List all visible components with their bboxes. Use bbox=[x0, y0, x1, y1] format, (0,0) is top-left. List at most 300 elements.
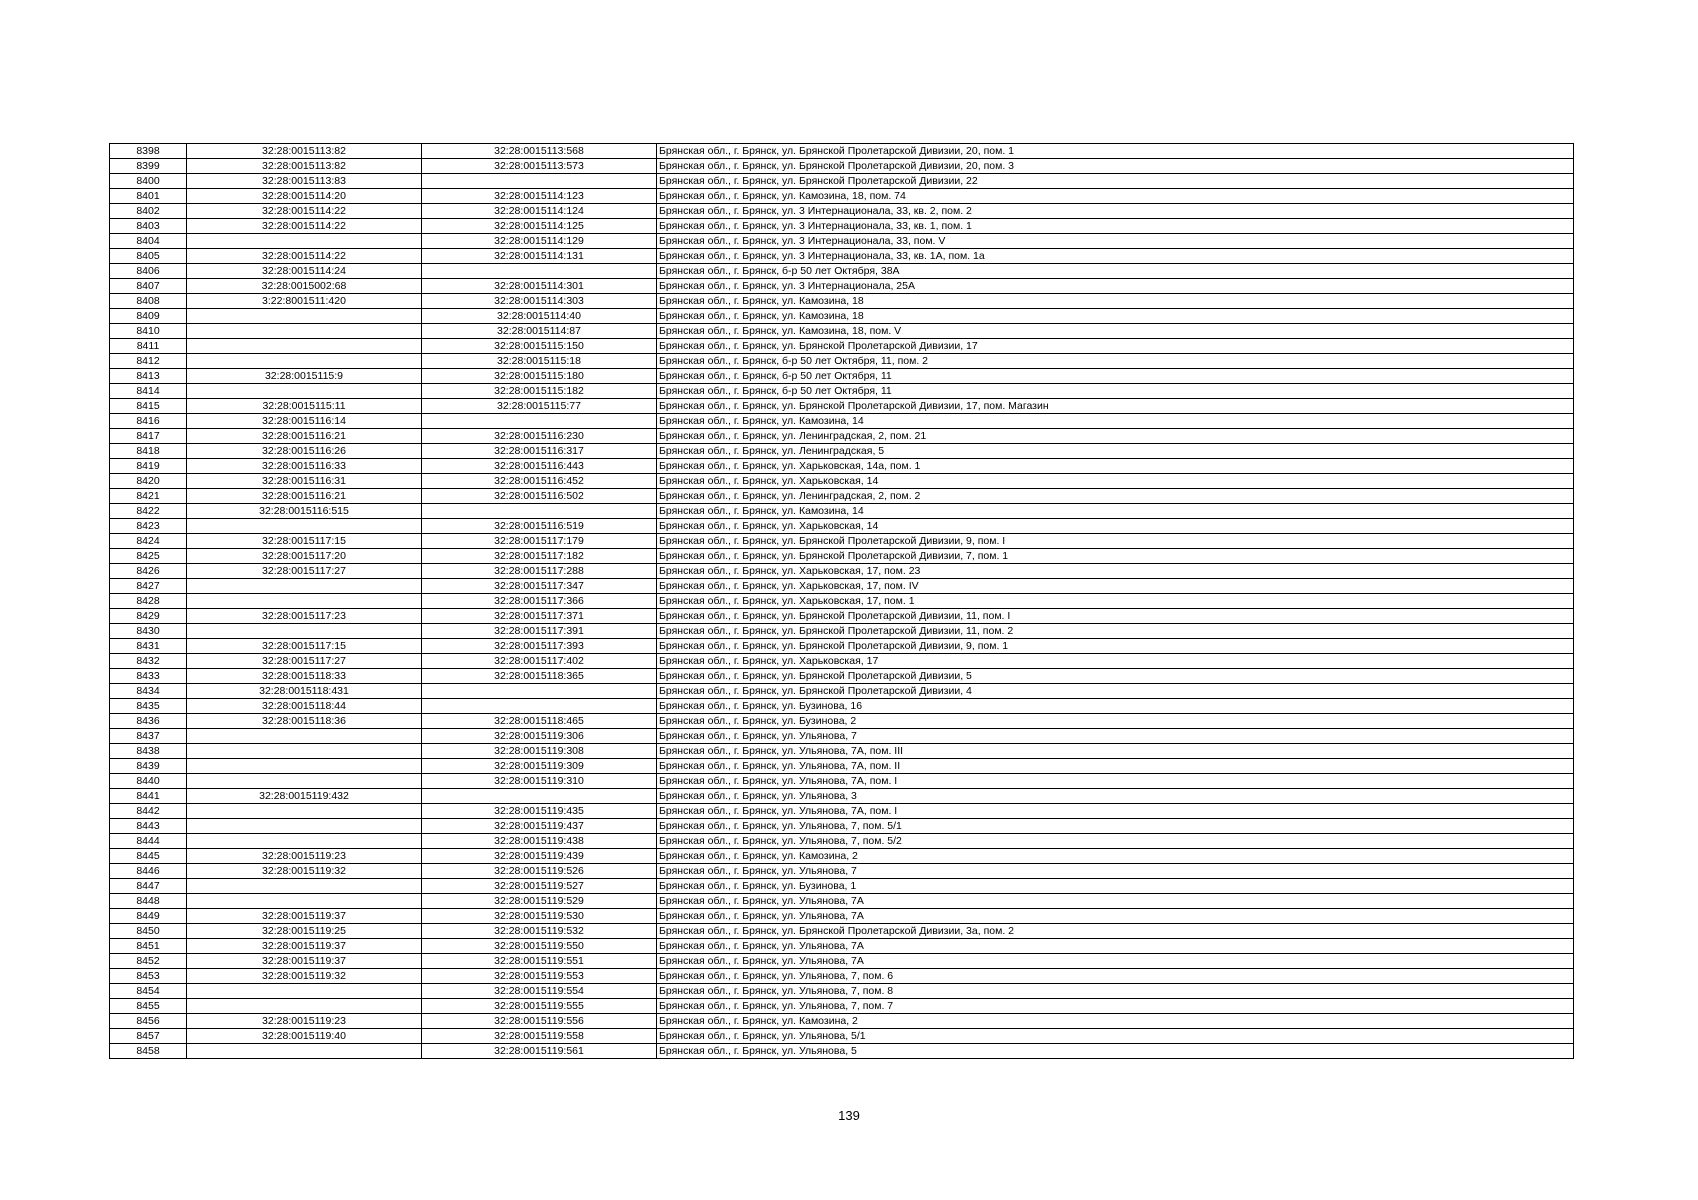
parcel-cadastral-number: 32:28:0015002:68 bbox=[187, 279, 422, 294]
row-number: 8408 bbox=[110, 294, 187, 309]
parcel-cadastral-number bbox=[187, 309, 422, 324]
parcel-cadastral-number bbox=[187, 354, 422, 369]
table-row bbox=[110, 189, 1574, 204]
object-cadastral-number: 32:28:0015116:230 bbox=[422, 429, 657, 444]
table-row bbox=[110, 249, 1574, 264]
object-cadastral-number: 32:28:0015119:435 bbox=[422, 804, 657, 819]
parcel-cadastral-number: 32:28:0015116:21 bbox=[187, 429, 422, 444]
table-row bbox=[110, 519, 1574, 534]
table-row bbox=[110, 354, 1574, 369]
row-number: 8401 bbox=[110, 189, 187, 204]
table-row bbox=[110, 474, 1574, 489]
row-number: 8458 bbox=[110, 1044, 187, 1059]
row-number: 8409 bbox=[110, 309, 187, 324]
row-number: 8432 bbox=[110, 654, 187, 669]
table-row bbox=[110, 414, 1574, 429]
table-row bbox=[110, 384, 1574, 399]
row-number: 8441 bbox=[110, 789, 187, 804]
table-row bbox=[110, 999, 1574, 1014]
address: Брянская обл., г. Брянск, ул. Харьковская, 17, пом. 1 bbox=[657, 594, 1574, 609]
parcel-cadastral-number bbox=[187, 234, 422, 249]
row-number: 8444 bbox=[110, 834, 187, 849]
object-cadastral-number: 32:28:0015117:393 bbox=[422, 639, 657, 654]
table-row bbox=[110, 579, 1574, 594]
object-cadastral-number: 32:28:0015117:402 bbox=[422, 654, 657, 669]
table-row bbox=[110, 744, 1574, 759]
object-cadastral-number: 32:28:0015119:554 bbox=[422, 984, 657, 999]
parcel-cadastral-number: 32:28:0015119:37 bbox=[187, 939, 422, 954]
object-cadastral-number: 32:28:0015117:179 bbox=[422, 534, 657, 549]
row-number: 8406 bbox=[110, 264, 187, 279]
row-number: 8455 bbox=[110, 999, 187, 1014]
parcel-cadastral-number: 32:28:0015117:23 bbox=[187, 609, 422, 624]
address: Брянская обл., г. Брянск, ул. Ульянова, 7А bbox=[657, 909, 1574, 924]
row-number: 8423 bbox=[110, 519, 187, 534]
row-number: 8439 bbox=[110, 759, 187, 774]
object-cadastral-number: 32:28:0015117:371 bbox=[422, 609, 657, 624]
row-number: 8438 bbox=[110, 744, 187, 759]
row-number: 8411 bbox=[110, 339, 187, 354]
address: Брянская обл., г. Брянск, ул. Камозина, 2 bbox=[657, 1014, 1574, 1029]
table-row bbox=[110, 369, 1574, 384]
address: Брянская обл., г. Брянск, ул. 3 Интернационала, 25А bbox=[657, 279, 1574, 294]
object-cadastral-number: 32:28:0015113:573 bbox=[422, 159, 657, 174]
row-number: 8429 bbox=[110, 609, 187, 624]
row-number: 8399 bbox=[110, 159, 187, 174]
row-number: 8403 bbox=[110, 219, 187, 234]
address: Брянская обл., г. Брянск, б-р 50 лет Октября, 11, пом. 2 bbox=[657, 354, 1574, 369]
object-cadastral-number: 32:28:0015114:301 bbox=[422, 279, 657, 294]
table-row bbox=[110, 504, 1574, 519]
address: Брянская обл., г. Брянск, ул. Брянской Пролетарской Дивизии, 3а, пом. 2 bbox=[657, 924, 1574, 939]
parcel-cadastral-number: 32:28:0015117:20 bbox=[187, 549, 422, 564]
address: Брянская обл., г. Брянск, ул. Ульянова, 7А, пом. I bbox=[657, 774, 1574, 789]
table-row bbox=[110, 459, 1574, 474]
table-row bbox=[110, 954, 1574, 969]
parcel-cadastral-number bbox=[187, 834, 422, 849]
row-number: 8457 bbox=[110, 1029, 187, 1044]
table-row bbox=[110, 489, 1574, 504]
address: Брянская обл., г. Брянск, ул. Брянской Пролетарской Дивизии, 11, пом. I bbox=[657, 609, 1574, 624]
registry-table bbox=[109, 143, 1574, 1059]
parcel-cadastral-number bbox=[187, 744, 422, 759]
address: Брянская обл., г. Брянск, ул. Ульянова, 3 bbox=[657, 789, 1574, 804]
parcel-cadastral-number bbox=[187, 759, 422, 774]
parcel-cadastral-number: 32:28:0015117:15 bbox=[187, 639, 422, 654]
parcel-cadastral-number bbox=[187, 1044, 422, 1059]
table-row bbox=[110, 759, 1574, 774]
object-cadastral-number: 32:28:0015119:532 bbox=[422, 924, 657, 939]
object-cadastral-number: 32:28:0015119:308 bbox=[422, 744, 657, 759]
table-row bbox=[110, 864, 1574, 879]
page-number: 139 bbox=[838, 1108, 860, 1123]
row-number: 8435 bbox=[110, 699, 187, 714]
object-cadastral-number: 32:28:0015114:303 bbox=[422, 294, 657, 309]
row-number: 8405 bbox=[110, 249, 187, 264]
table-row bbox=[110, 174, 1574, 189]
object-cadastral-number: 32:28:0015119:561 bbox=[422, 1044, 657, 1059]
object-cadastral-number: 32:28:0015114:125 bbox=[422, 219, 657, 234]
address: Брянская обл., г. Брянск, б-р 50 лет Октября, 11 bbox=[657, 384, 1574, 399]
object-cadastral-number: 32:28:0015116:502 bbox=[422, 489, 657, 504]
address: Брянская обл., г. Брянск, ул. Бузинова, 16 bbox=[657, 699, 1574, 714]
address: Брянская обл., г. Брянск, ул. Брянской Пролетарской Дивизии, 7, пом. 1 bbox=[657, 549, 1574, 564]
parcel-cadastral-number: 32:28:0015113:82 bbox=[187, 144, 422, 159]
table-row bbox=[110, 834, 1574, 849]
object-cadastral-number: 32:28:0015113:568 bbox=[422, 144, 657, 159]
address: Брянская обл., г. Брянск, ул. Брянской Пролетарской Дивизии, 9, пом. 1 bbox=[657, 639, 1574, 654]
table-row bbox=[110, 879, 1574, 894]
object-cadastral-number: 32:28:0015119:529 bbox=[422, 894, 657, 909]
parcel-cadastral-number bbox=[187, 324, 422, 339]
table-row bbox=[110, 324, 1574, 339]
address: Брянская обл., г. Брянск, ул. Брянской Пролетарской Дивизии, 9, пом. I bbox=[657, 534, 1574, 549]
row-number: 8414 bbox=[110, 384, 187, 399]
address: Брянская обл., г. Брянск, ул. Харьковская, 17 bbox=[657, 654, 1574, 669]
object-cadastral-number: 32:28:0015119:526 bbox=[422, 864, 657, 879]
parcel-cadastral-number: 32:28:0015115:9 bbox=[187, 369, 422, 384]
object-cadastral-number: 32:28:0015114:129 bbox=[422, 234, 657, 249]
table-row bbox=[110, 789, 1574, 804]
row-number: 8400 bbox=[110, 174, 187, 189]
table-row bbox=[110, 924, 1574, 939]
parcel-cadastral-number bbox=[187, 519, 422, 534]
object-cadastral-number: 32:28:0015119:558 bbox=[422, 1029, 657, 1044]
address: Брянская обл., г. Брянск, ул. Камозина, 14 bbox=[657, 504, 1574, 519]
address: Брянская обл., г. Брянск, ул. Ульянова, 5 bbox=[657, 1044, 1574, 1059]
table-row bbox=[110, 204, 1574, 219]
parcel-cadastral-number: 32:28:0015114:22 bbox=[187, 219, 422, 234]
object-cadastral-number: 32:28:0015119:439 bbox=[422, 849, 657, 864]
table-row bbox=[110, 609, 1574, 624]
address: Брянская обл., г. Брянск, ул. Ульянова, 7, пом. 8 bbox=[657, 984, 1574, 999]
parcel-cadastral-number bbox=[187, 819, 422, 834]
address: Брянская обл., г. Брянск, ул. 3 Интернационала, 33, кв. 1, пом. 1 bbox=[657, 219, 1574, 234]
address: Брянская обл., г. Брянск, ул. Харьковская, 14а, пом. 1 bbox=[657, 459, 1574, 474]
address: Брянская обл., г. Брянск, ул. Камозина, 18, пом. 74 bbox=[657, 189, 1574, 204]
row-number: 8410 bbox=[110, 324, 187, 339]
parcel-cadastral-number: 32:28:0015119:32 bbox=[187, 864, 422, 879]
address: Брянская обл., г. Брянск, ул. Брянской Пролетарской Дивизии, 5 bbox=[657, 669, 1574, 684]
address: Брянская обл., г. Брянск, ул. Бузинова, 1 bbox=[657, 879, 1574, 894]
object-cadastral-number: 32:28:0015118:365 bbox=[422, 669, 657, 684]
table-row bbox=[110, 714, 1574, 729]
table-row bbox=[110, 1044, 1574, 1059]
parcel-cadastral-number: 32:28:0015116:31 bbox=[187, 474, 422, 489]
parcel-cadastral-number: 32:28:0015115:11 bbox=[187, 399, 422, 414]
parcel-cadastral-number bbox=[187, 384, 422, 399]
object-cadastral-number: 32:28:0015119:306 bbox=[422, 729, 657, 744]
table-row bbox=[110, 624, 1574, 639]
table-row bbox=[110, 849, 1574, 864]
row-number: 8448 bbox=[110, 894, 187, 909]
address: Брянская обл., г. Брянск, ул. Ленинградская, 5 bbox=[657, 444, 1574, 459]
row-number: 8453 bbox=[110, 969, 187, 984]
parcel-cadastral-number: 32:28:0015119:23 bbox=[187, 1014, 422, 1029]
address: Брянская обл., г. Брянск, ул. Харьковская, 14 bbox=[657, 474, 1574, 489]
address: Брянская обл., г. Брянск, ул. Ульянова, 7А, пом. I bbox=[657, 804, 1574, 819]
address: Брянская обл., г. Брянск, ул. Ленинградская, 2, пом. 2 bbox=[657, 489, 1574, 504]
address: Брянская обл., г. Брянск, ул. Ульянова, 7А bbox=[657, 954, 1574, 969]
table-row bbox=[110, 729, 1574, 744]
parcel-cadastral-number: 32:28:0015116:515 bbox=[187, 504, 422, 519]
parcel-cadastral-number: 32:28:0015119:40 bbox=[187, 1029, 422, 1044]
table-row bbox=[110, 894, 1574, 909]
object-cadastral-number bbox=[422, 699, 657, 714]
address: Брянская обл., г. Брянск, ул. 3 Интернационала, 33, кв. 1А, пом. 1а bbox=[657, 249, 1574, 264]
address: Брянская обл., г. Брянск, ул. Ульянова, 7А, пом. II bbox=[657, 759, 1574, 774]
table-row bbox=[110, 654, 1574, 669]
parcel-cadastral-number: 32:28:0015119:32 bbox=[187, 969, 422, 984]
address: Брянская обл., г. Брянск, ул. 3 Интернационала, 33, пом. V bbox=[657, 234, 1574, 249]
object-cadastral-number: 32:28:0015119:550 bbox=[422, 939, 657, 954]
address: Брянская обл., г. Брянск, ул. Камозина, 18 bbox=[657, 294, 1574, 309]
address: Брянская обл., г. Брянск, ул. Камозина, 18, пом. V bbox=[657, 324, 1574, 339]
parcel-cadastral-number: 32:28:0015119:432 bbox=[187, 789, 422, 804]
table-row bbox=[110, 534, 1574, 549]
address: Брянская обл., г. Брянск, ул. Брянской Пролетарской Дивизии, 4 bbox=[657, 684, 1574, 699]
object-cadastral-number: 32:28:0015115:182 bbox=[422, 384, 657, 399]
row-number: 8456 bbox=[110, 1014, 187, 1029]
object-cadastral-number: 32:28:0015119:438 bbox=[422, 834, 657, 849]
parcel-cadastral-number: 32:28:0015113:83 bbox=[187, 174, 422, 189]
row-number: 8427 bbox=[110, 579, 187, 594]
table-row bbox=[110, 984, 1574, 999]
address: Брянская обл., г. Брянск, б-р 50 лет Октября, 11 bbox=[657, 369, 1574, 384]
object-cadastral-number: 32:28:0015119:556 bbox=[422, 1014, 657, 1029]
object-cadastral-number: 32:28:0015117:182 bbox=[422, 549, 657, 564]
object-cadastral-number: 32:28:0015119:437 bbox=[422, 819, 657, 834]
row-number: 8413 bbox=[110, 369, 187, 384]
parcel-cadastral-number bbox=[187, 774, 422, 789]
table-row bbox=[110, 669, 1574, 684]
address: Брянская обл., г. Брянск, ул. Ульянова, 7 bbox=[657, 864, 1574, 879]
parcel-cadastral-number bbox=[187, 624, 422, 639]
row-number: 8442 bbox=[110, 804, 187, 819]
object-cadastral-number: 32:28:0015119:551 bbox=[422, 954, 657, 969]
parcel-cadastral-number bbox=[187, 984, 422, 999]
address: Брянская обл., г. Брянск, ул. Бузинова, 2 bbox=[657, 714, 1574, 729]
object-cadastral-number bbox=[422, 504, 657, 519]
row-number: 8412 bbox=[110, 354, 187, 369]
parcel-cadastral-number: 32:28:0015116:33 bbox=[187, 459, 422, 474]
row-number: 8419 bbox=[110, 459, 187, 474]
row-number: 8449 bbox=[110, 909, 187, 924]
object-cadastral-number: 32:28:0015115:18 bbox=[422, 354, 657, 369]
parcel-cadastral-number: 32:28:0015119:37 bbox=[187, 954, 422, 969]
address: Брянская обл., г. Брянск, ул. Брянской Пролетарской Дивизии, 22 bbox=[657, 174, 1574, 189]
address: Брянская обл., г. Брянск, ул. Ульянова, 7 bbox=[657, 729, 1574, 744]
row-number: 8426 bbox=[110, 564, 187, 579]
table-row bbox=[110, 429, 1574, 444]
table-row bbox=[110, 564, 1574, 579]
object-cadastral-number: 32:28:0015115:77 bbox=[422, 399, 657, 414]
row-number: 8437 bbox=[110, 729, 187, 744]
parcel-cadastral-number: 32:28:0015118:33 bbox=[187, 669, 422, 684]
parcel-cadastral-number: 32:28:0015114:22 bbox=[187, 249, 422, 264]
table-row bbox=[110, 144, 1574, 159]
row-number: 8436 bbox=[110, 714, 187, 729]
row-number: 8415 bbox=[110, 399, 187, 414]
parcel-cadastral-number bbox=[187, 579, 422, 594]
row-number: 8428 bbox=[110, 594, 187, 609]
table-row bbox=[110, 774, 1574, 789]
address: Брянская обл., г. Брянск, ул. Камозина, 2 bbox=[657, 849, 1574, 864]
row-number: 8421 bbox=[110, 489, 187, 504]
object-cadastral-number: 32:28:0015116:519 bbox=[422, 519, 657, 534]
address: Брянская обл., г. Брянск, б-р 50 лет Октября, 38А bbox=[657, 264, 1574, 279]
parcel-cadastral-number: 32:28:0015118:431 bbox=[187, 684, 422, 699]
row-number: 8430 bbox=[110, 624, 187, 639]
object-cadastral-number bbox=[422, 789, 657, 804]
row-number: 8450 bbox=[110, 924, 187, 939]
row-number: 8447 bbox=[110, 879, 187, 894]
parcel-cadastral-number: 32:28:0015114:22 bbox=[187, 204, 422, 219]
parcel-cadastral-number: 32:28:0015117:27 bbox=[187, 654, 422, 669]
table-row bbox=[110, 549, 1574, 564]
row-number: 8417 bbox=[110, 429, 187, 444]
object-cadastral-number: 32:28:0015117:288 bbox=[422, 564, 657, 579]
table-row bbox=[110, 1014, 1574, 1029]
parcel-cadastral-number: 32:28:0015117:15 bbox=[187, 534, 422, 549]
row-number: 8404 bbox=[110, 234, 187, 249]
table-row bbox=[110, 159, 1574, 174]
address: Брянская обл., г. Брянск, ул. Ульянова, 7, пом. 5/2 bbox=[657, 834, 1574, 849]
parcel-cadastral-number: 32:28:0015119:37 bbox=[187, 909, 422, 924]
object-cadastral-number: 32:28:0015117:366 bbox=[422, 594, 657, 609]
registry-table-body bbox=[110, 144, 1574, 1059]
parcel-cadastral-number bbox=[187, 804, 422, 819]
parcel-cadastral-number bbox=[187, 339, 422, 354]
object-cadastral-number: 32:28:0015115:150 bbox=[422, 339, 657, 354]
object-cadastral-number: 32:28:0015116:452 bbox=[422, 474, 657, 489]
address: Брянская обл., г. Брянск, ул. Брянской Пролетарской Дивизии, 17 bbox=[657, 339, 1574, 354]
object-cadastral-number: 32:28:0015117:391 bbox=[422, 624, 657, 639]
table-row bbox=[110, 339, 1574, 354]
parcel-cadastral-number: 32:28:0015114:20 bbox=[187, 189, 422, 204]
address: Брянская обл., г. Брянск, ул. Ульянова, 7, пом. 7 bbox=[657, 999, 1574, 1014]
address: Брянская обл., г. Брянск, ул. Брянской Пролетарской Дивизии, 20, пом. 1 bbox=[657, 144, 1574, 159]
parcel-cadastral-number: 32:28:0015114:24 bbox=[187, 264, 422, 279]
address: Брянская обл., г. Брянск, ул. Брянской Пролетарской Дивизии, 17, пом. Магазин bbox=[657, 399, 1574, 414]
parcel-cadastral-number: 32:28:0015116:21 bbox=[187, 489, 422, 504]
table-row bbox=[110, 819, 1574, 834]
table-row bbox=[110, 399, 1574, 414]
table-row bbox=[110, 684, 1574, 699]
parcel-cadastral-number bbox=[187, 894, 422, 909]
row-number: 8422 bbox=[110, 504, 187, 519]
row-number: 8434 bbox=[110, 684, 187, 699]
parcel-cadastral-number: 32:28:0015117:27 bbox=[187, 564, 422, 579]
address: Брянская обл., г. Брянск, ул. Камозина, 14 bbox=[657, 414, 1574, 429]
object-cadastral-number bbox=[422, 174, 657, 189]
object-cadastral-number: 32:28:0015119:309 bbox=[422, 759, 657, 774]
parcel-cadastral-number: 32:28:0015118:36 bbox=[187, 714, 422, 729]
row-number: 8424 bbox=[110, 534, 187, 549]
parcel-cadastral-number: 32:28:0015113:82 bbox=[187, 159, 422, 174]
object-cadastral-number: 32:28:0015115:180 bbox=[422, 369, 657, 384]
object-cadastral-number bbox=[422, 264, 657, 279]
parcel-cadastral-number: 32:28:0015116:14 bbox=[187, 414, 422, 429]
row-number: 8402 bbox=[110, 204, 187, 219]
object-cadastral-number: 32:28:0015116:443 bbox=[422, 459, 657, 474]
object-cadastral-number: 32:28:0015114:131 bbox=[422, 249, 657, 264]
table-row bbox=[110, 279, 1574, 294]
table-row bbox=[110, 444, 1574, 459]
parcel-cadastral-number: 32:28:0015118:44 bbox=[187, 699, 422, 714]
object-cadastral-number: 32:28:0015119:553 bbox=[422, 969, 657, 984]
table-row bbox=[110, 939, 1574, 954]
table-row bbox=[110, 909, 1574, 924]
row-number: 8433 bbox=[110, 669, 187, 684]
table-row bbox=[110, 639, 1574, 654]
row-number: 8446 bbox=[110, 864, 187, 879]
address: Брянская обл., г. Брянск, ул. Ленинградская, 2, пом. 21 bbox=[657, 429, 1574, 444]
row-number: 8431 bbox=[110, 639, 187, 654]
address: Брянская обл., г. Брянск, ул. Ульянова, 7А bbox=[657, 894, 1574, 909]
table-row bbox=[110, 594, 1574, 609]
object-cadastral-number: 32:28:0015118:465 bbox=[422, 714, 657, 729]
address: Брянская обл., г. Брянск, ул. Брянской Пролетарской Дивизии, 11, пом. 2 bbox=[657, 624, 1574, 639]
table-row bbox=[110, 219, 1574, 234]
address: Брянская обл., г. Брянск, ул. Ульянова, 7А bbox=[657, 939, 1574, 954]
row-number: 8418 bbox=[110, 444, 187, 459]
row-number: 8445 bbox=[110, 849, 187, 864]
object-cadastral-number: 32:28:0015114:124 bbox=[422, 204, 657, 219]
object-cadastral-number: 32:28:0015116:317 bbox=[422, 444, 657, 459]
address: Брянская обл., г. Брянск, ул. Ульянова, 7А, пом. III bbox=[657, 744, 1574, 759]
table-row bbox=[110, 309, 1574, 324]
parcel-cadastral-number bbox=[187, 879, 422, 894]
table-row bbox=[110, 294, 1574, 309]
address: Брянская обл., г. Брянск, ул. 3 Интернационала, 33, кв. 2, пом. 2 bbox=[657, 204, 1574, 219]
table-row bbox=[110, 804, 1574, 819]
address: Брянская обл., г. Брянск, ул. Харьковская, 17, пом. 23 bbox=[657, 564, 1574, 579]
row-number: 8420 bbox=[110, 474, 187, 489]
address: Брянская обл., г. Брянск, ул. Ульянова, 5/1 bbox=[657, 1029, 1574, 1044]
parcel-cadastral-number: 3:22:8001511:420 bbox=[187, 294, 422, 309]
object-cadastral-number: 32:28:0015117:347 bbox=[422, 579, 657, 594]
object-cadastral-number bbox=[422, 414, 657, 429]
object-cadastral-number: 32:28:0015119:555 bbox=[422, 999, 657, 1014]
row-number: 8454 bbox=[110, 984, 187, 999]
table-row bbox=[110, 969, 1574, 984]
address: Брянская обл., г. Брянск, ул. Брянской Пролетарской Дивизии, 20, пом. 3 bbox=[657, 159, 1574, 174]
row-number: 8443 bbox=[110, 819, 187, 834]
object-cadastral-number: 32:28:0015119:310 bbox=[422, 774, 657, 789]
parcel-cadastral-number bbox=[187, 729, 422, 744]
row-number: 8425 bbox=[110, 549, 187, 564]
address: Брянская обл., г. Брянск, ул. Харьковская, 17, пом. IV bbox=[657, 579, 1574, 594]
address: Брянская обл., г. Брянск, ул. Ульянова, 7, пом. 5/1 bbox=[657, 819, 1574, 834]
object-cadastral-number: 32:28:0015119:527 bbox=[422, 879, 657, 894]
parcel-cadastral-number: 32:28:0015116:26 bbox=[187, 444, 422, 459]
address: Брянская обл., г. Брянск, ул. Камозина, 18 bbox=[657, 309, 1574, 324]
object-cadastral-number: 32:28:0015114:87 bbox=[422, 324, 657, 339]
parcel-cadastral-number: 32:28:0015119:25 bbox=[187, 924, 422, 939]
object-cadastral-number bbox=[422, 684, 657, 699]
row-number: 8452 bbox=[110, 954, 187, 969]
address: Брянская обл., г. Брянск, ул. Ульянова, 7, пом. 6 bbox=[657, 969, 1574, 984]
parcel-cadastral-number: 32:28:0015119:23 bbox=[187, 849, 422, 864]
object-cadastral-number: 32:28:0015114:123 bbox=[422, 189, 657, 204]
row-number: 8440 bbox=[110, 774, 187, 789]
row-number: 8407 bbox=[110, 279, 187, 294]
object-cadastral-number: 32:28:0015114:40 bbox=[422, 309, 657, 324]
row-number: 8451 bbox=[110, 939, 187, 954]
table-row bbox=[110, 1029, 1574, 1044]
table-row bbox=[110, 234, 1574, 249]
